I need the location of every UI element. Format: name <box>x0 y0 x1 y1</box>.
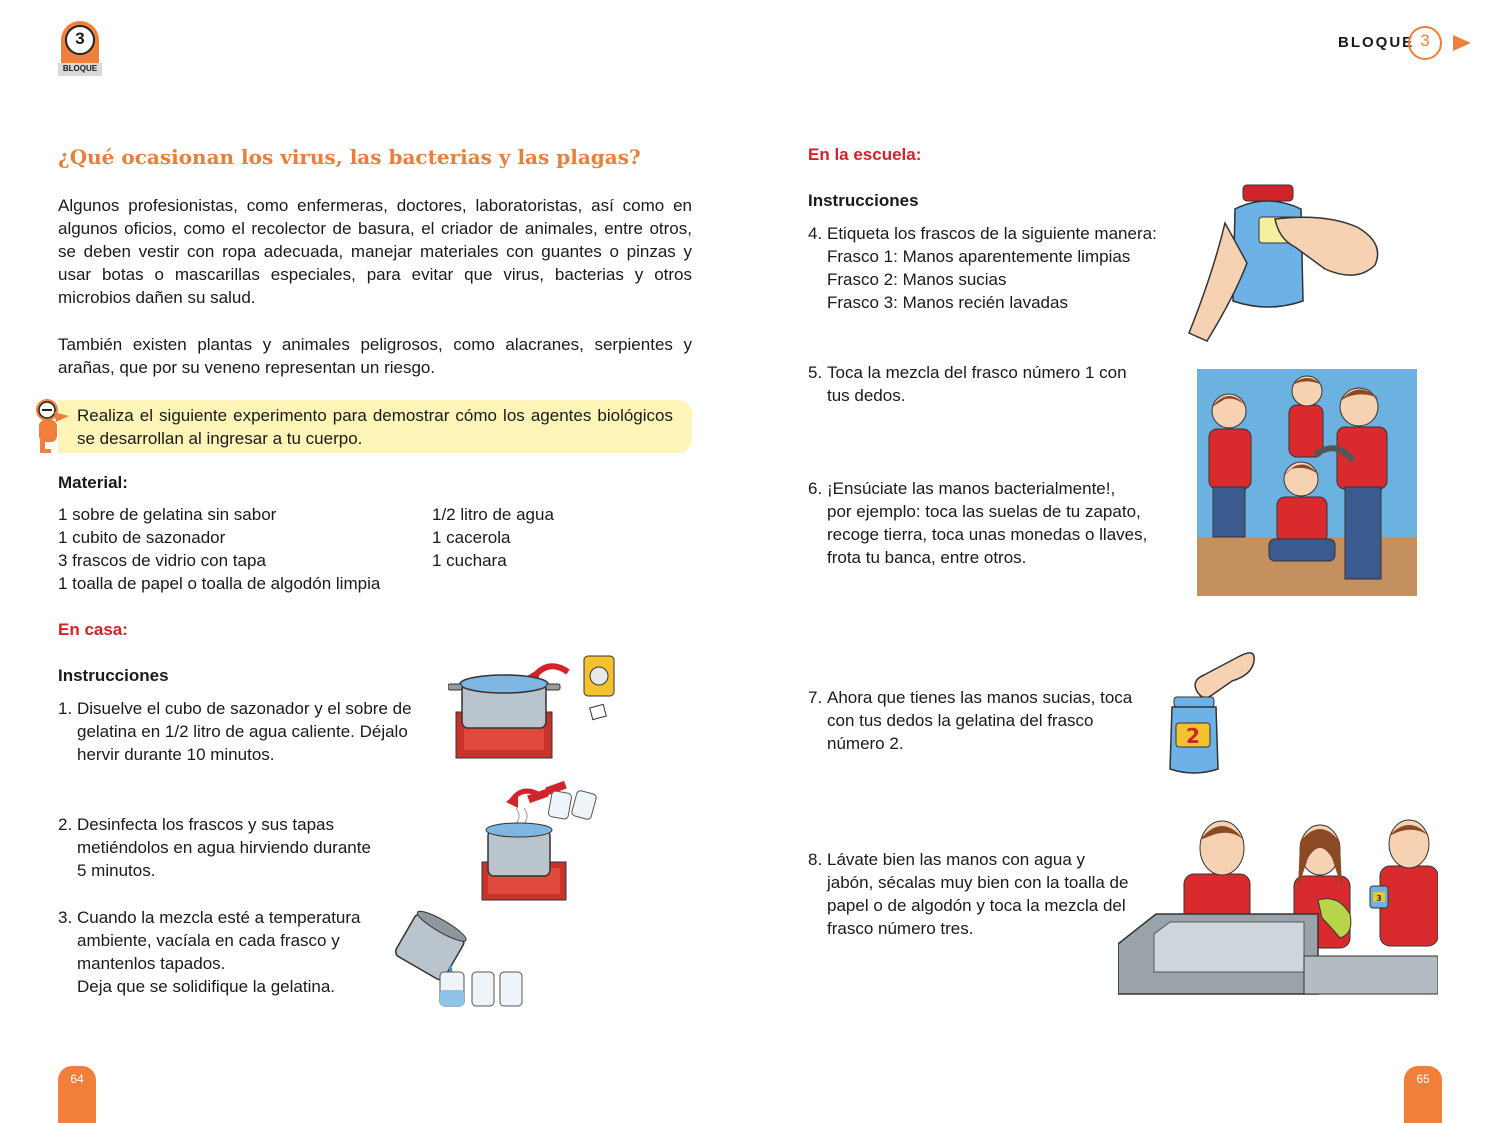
step-7 <box>808 686 1168 755</box>
step-2 <box>58 813 438 882</box>
material-item: 1 cubito de sazonador <box>58 528 226 547</box>
step-3 <box>58 906 398 998</box>
step-line: ¡Ensúciate las manos bacterialmente!, <box>827 479 1116 498</box>
experiment-callout-text: Realiza el siguiente experimento para demostrar cómo los agentes biológicos se desarrollan al ingresar a tu cuerpo. <box>77 406 673 448</box>
step-line: frasco número tres. <box>827 919 974 938</box>
step-line: Desinfecta los frascos y sus tapas <box>77 815 335 834</box>
step-line: recoge tierra, toca unas monedas o llaves, <box>827 525 1148 544</box>
page-title: ¿Qué ocasionan los virus, las bacterias y las plagas? <box>58 145 641 169</box>
material-item: 1 cuchara <box>432 551 507 570</box>
step-line: con tus dedos la gelatina del frasco <box>827 711 1094 730</box>
step-number: 7. <box>808 688 823 707</box>
step-5 <box>808 361 1168 407</box>
step-line: Cuando la mezcla esté a temperatura <box>77 908 361 927</box>
pot-on-stove-illustration <box>448 650 618 765</box>
step-line: Frasco 2: Manos sucias <box>827 270 1007 289</box>
step-line: 5 minutos. <box>77 861 156 880</box>
washing-hands-illustration <box>1118 818 1438 996</box>
step-line: Deja que se solidifique la gelatina. <box>77 977 336 996</box>
step-line: Lávate bien las manos con agua y <box>827 850 1086 869</box>
materials-list-2 <box>432 503 632 572</box>
dirty-hands-illustration <box>1197 369 1417 596</box>
pour-into-jars-illustration <box>388 906 528 1010</box>
material-item: 1 cacerola <box>432 528 511 547</box>
step-line: hervir durante 10 minutos. <box>77 745 275 764</box>
step-line: Etiqueta los frascos de la siguiente manera: <box>827 224 1157 243</box>
step-line: tus dedos. <box>827 386 906 405</box>
instructions-heading-right: Instrucciones <box>808 191 919 210</box>
step-line: Frasco 3: Manos recién lavadas <box>827 293 1068 312</box>
step-line: papel o de algodón y toca la mezcla del <box>827 896 1126 915</box>
bloque-badge-left <box>57 18 103 76</box>
label-jar-illustration <box>1185 183 1390 343</box>
step-number: 2. <box>58 815 73 834</box>
step-number: 1. <box>58 699 73 718</box>
play-arrow-icon <box>1451 34 1473 52</box>
step-line: metiéndolos en agua hirviendo durante <box>77 838 371 857</box>
mascot-icon <box>34 398 72 456</box>
en-la-escuela-heading: En la escuela: <box>808 145 922 164</box>
jar-number-label: 2 <box>1186 724 1200 748</box>
instructions-heading-left: Instrucciones <box>58 666 169 685</box>
intro-paragraph-1: Algunos profesionistas, como enfermeras, doctores, laboratoristas, así como en algunos oficios, como el recolector de basura, el criador de animales, entre otros, se deben vestir con ropa adecuada, manejar materiales con guantes o pinzas y usar botas o mascarillas especiales, para evitar que virus, bacterias y otros microbios dañen su salud. <box>58 196 692 307</box>
step-line: frota tu banca, entre otros. <box>827 548 1027 567</box>
disinfect-jars-illustration <box>478 780 603 905</box>
step-line: Ahora que tienes las manos sucias, toca <box>827 688 1133 707</box>
step-line: jabón, sécalas muy bien con la toalla de <box>827 873 1129 892</box>
step-line: mantenlos tapados. <box>77 954 226 973</box>
bloque-header-number: 3 <box>1420 31 1430 50</box>
step-line: número 2. <box>827 734 904 753</box>
touch-jar-illustration <box>1168 645 1258 777</box>
bloque-header-label: BLOQUE <box>1338 34 1415 51</box>
step-number: 5. <box>808 363 823 382</box>
bloque-badge-label: BLOQUE <box>62 64 98 73</box>
step-line: Toca la mezcla del frasco número 1 con <box>827 363 1127 382</box>
step-line: por ejemplo: toca las suelas de tu zapato, <box>827 502 1141 521</box>
step-8 <box>808 848 1148 940</box>
small-jar-label: 3 <box>1376 894 1382 903</box>
en-casa-heading: En casa: <box>58 620 128 639</box>
step-6 <box>808 477 1188 569</box>
page-number-right: 65 <box>1404 1066 1442 1123</box>
material-item: 1/2 litro de agua <box>432 505 554 524</box>
step-line: Disuelve el cubo de sazonador y el sobre de <box>77 699 412 718</box>
step-number: 4. <box>808 224 823 243</box>
page-number-left: 64 <box>58 1066 96 1123</box>
material-heading: Material: <box>58 473 128 492</box>
step-number: 8. <box>808 850 823 869</box>
step-line: Frasco 1: Manos aparentemente limpias <box>827 247 1131 266</box>
bloque-badge-number: 3 <box>75 29 85 48</box>
step-number: 3. <box>58 908 73 927</box>
step-4 <box>808 222 1188 314</box>
step-number: 6. <box>808 479 823 498</box>
intro-paragraph-2: También existen plantas y animales peligrosos, como alacranes, serpientes y arañas, que por su veneno representan un riesgo. <box>58 335 692 377</box>
step-line: gelatina en 1/2 litro de agua caliente. Déjalo <box>77 722 408 741</box>
material-item: 3 frascos de vidrio con tapa <box>58 551 266 570</box>
material-item: 1 sobre de gelatina sin sabor <box>58 505 277 524</box>
step-1 <box>58 697 438 766</box>
bloque-header-right <box>1336 26 1476 60</box>
step-line: ambiente, vacíala en cada frasco y <box>77 931 340 950</box>
materials-list-1 <box>58 503 438 595</box>
material-item: 1 toalla de papel o toalla de algodón limpia <box>58 574 381 593</box>
